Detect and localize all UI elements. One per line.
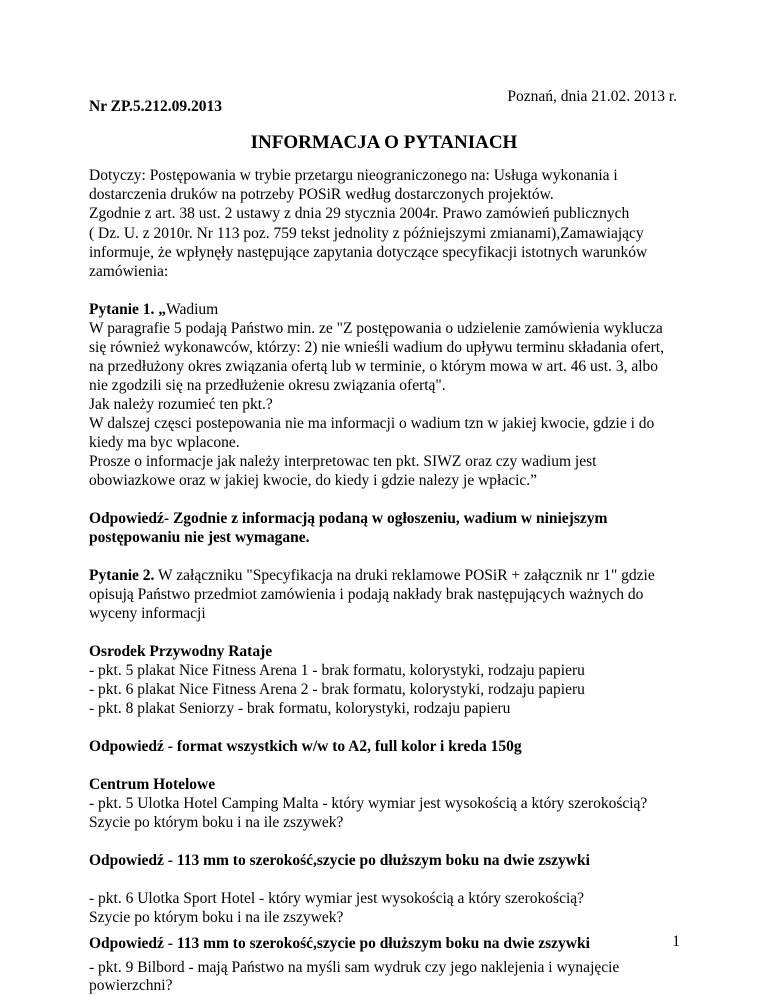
hotel-answer: Odpowiedź - 113 mm to szerokość,szycie po dłuższym boku na dwie zszywki xyxy=(89,852,590,869)
intro-line: ( Dz. U. z 2010r. Nr 113 poz. 759 tekst jednolity z późniejszymi zmianami),Zamawiający xyxy=(89,225,644,242)
question-2-heading xyxy=(89,566,655,586)
hotel-item-line: powierzchni? xyxy=(89,977,173,994)
hotel-item-line: - pkt. 9 Bilbord - mają Państwo na myśli sam wydruk czy jego naklejenia i wynajęcie xyxy=(89,959,620,976)
question-1-line: obowiazkowe oraz w jakiej kwocie, do kiedy i gdzie nalezy je wpłacic.” xyxy=(89,472,538,489)
question-2-line: opisują Państwo przedmiot zamówienia i podają nakłady brak następujących ważnych do xyxy=(89,586,644,603)
question-1-line: się również wykonawców, którzy: 2) nie wnieśli wadium do upływu terminu składania ofert, xyxy=(89,339,664,356)
document-title: INFORMACJA O PYTANIACH xyxy=(250,132,518,153)
section-heading-hotel: Centrum Hotelowe xyxy=(89,776,216,793)
question-1-subject: Wadium xyxy=(166,301,219,318)
answer-1-line: postępowaniu nie jest wymagane. xyxy=(89,529,310,546)
intro-line: zamówienia: xyxy=(89,263,169,280)
answer-1-line: Odpowiedź- Zgodnie z informacją podaną w ogłoszeniu, wadium w niniejszym xyxy=(89,510,608,527)
section-heading-rataje: Osrodek Przywodny Rataje xyxy=(89,643,273,660)
question-1-line: kiedy ma byc wplacone. xyxy=(89,434,240,451)
question-1-line: W paragrafie 5 podają Państwo min. ze "Z postępowania o udzielenie zamówienia wyklucza xyxy=(89,320,663,337)
question-1-line: Jak należy rozumieć ten pkt.? xyxy=(89,396,273,413)
page-number: 1 xyxy=(672,933,680,950)
reference-number: Nr ZP.5.212.09.2013 xyxy=(89,98,223,115)
hotel-item-line: - pkt. 5 Ulotka Hotel Camping Malta - który wymiar jest wysokością a który szerokością? xyxy=(89,795,648,812)
rataje-answer: Odpowiedź - format wszystkich w/w to A2, full kolor i kreda 150g xyxy=(89,738,522,755)
question-2-line: wyceny informacji xyxy=(89,605,206,622)
hotel-item-line: Szycie po którym boku i na ile zszywek? xyxy=(89,814,344,831)
question-2-text: W załączniku "Specyfikacja na druki reklamowe POSiR + załącznik nr 1" gdzie xyxy=(154,567,655,584)
question-2-label: Pytanie 2. xyxy=(89,567,155,584)
question-1-line: nie zgodzili się na przedłużenie okresu związania ofertą". xyxy=(89,377,446,394)
document-date: Poznań, dnia 21.02. 2013 r. xyxy=(507,88,677,105)
hotel-answer: Odpowiedź - 113 mm to szerokość,szycie po dłuższym boku na dwie zszywki xyxy=(89,935,590,952)
hotel-item-line: Szycie po którym boku i na ile zszywek? xyxy=(89,909,344,926)
question-1-line: W dalszej częsci postepowania nie ma informacji o wadium tzn w jakiej kwocie, gdzie i do xyxy=(89,415,655,432)
intro-line: Dotyczy: Postępowania w trybie przetargu nieograniczonego na: Usługa wykonania i xyxy=(89,167,618,184)
rataje-item: - pkt. 6 plakat Nice Fitness Arena 2 - brak formatu, kolorystyki, rodzaju papieru xyxy=(89,681,585,698)
intro-line: dostarczenia druków na potrzeby POSiR według dostarczonych projektów. xyxy=(89,186,554,203)
intro-line: informuje, że wpłynęły następujące zapytania dotyczące specyfikacji istotnych warunków xyxy=(89,244,648,261)
rataje-item: - pkt. 5 plakat Nice Fitness Arena 1 - brak formatu, kolorystyki, rodzaju papieru xyxy=(89,662,585,679)
hotel-item-line: - pkt. 6 Ulotka Sport Hotel - który wymiar jest wysokością a który szerokością? xyxy=(89,890,585,907)
question-1-heading xyxy=(89,300,218,320)
question-1-line: na przedłużony okres związania ofertą lub w terminie, o którym mowa w art. 46 ust. 3, albo xyxy=(89,358,659,375)
rataje-item: - pkt. 8 plakat Seniorzy - brak formatu, kolorystyki, rodzaju papieru xyxy=(89,700,511,717)
question-1-line: Prosze o informacje jak należy interpretowac ten pkt. SIWZ oraz czy wadium jest xyxy=(89,453,597,470)
intro-line: Zgodnie z art. 38 ust. 2 ustawy z dnia 29 stycznia 2004r. Prawo zamówień publicznych xyxy=(89,205,630,222)
question-1-label: Pytanie 1. „ xyxy=(89,301,167,318)
